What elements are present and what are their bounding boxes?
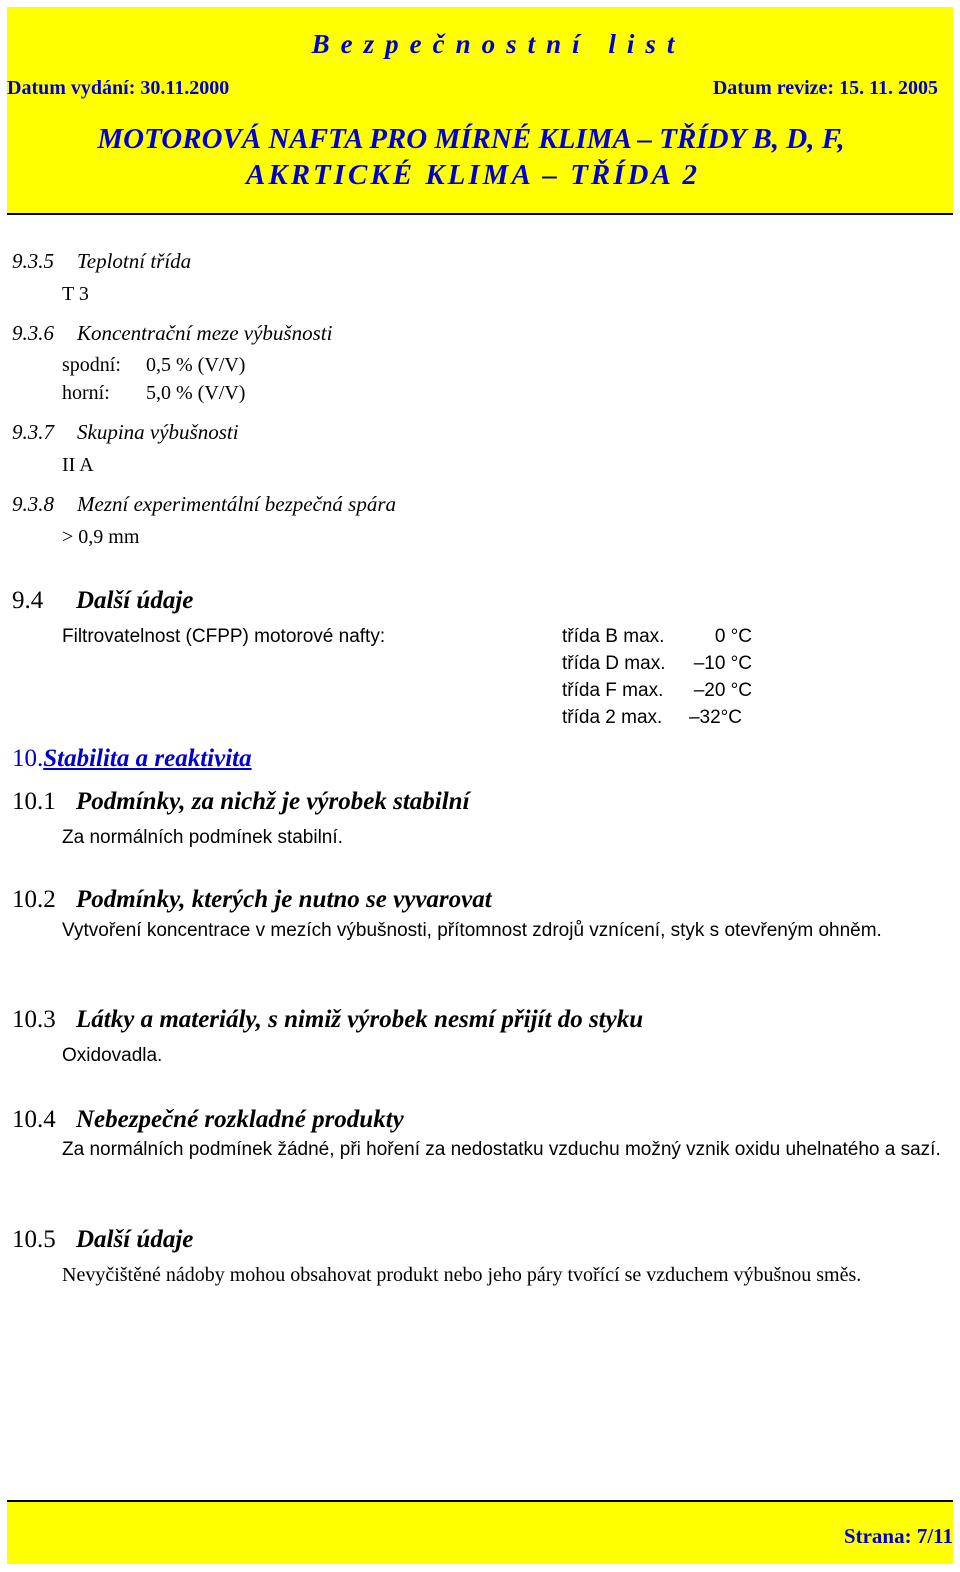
section-number: 10.2 [12, 886, 56, 913]
section-title: Podmínky, za nichž je výrobek stabilní [76, 788, 470, 815]
section-10-3-heading [12, 1006, 643, 1034]
upper-limit-label: horní: [62, 382, 110, 404]
section-number: 9.3.7 [12, 420, 54, 444]
section-number: 10.4 [12, 1106, 56, 1133]
section-title: Další údaje [76, 587, 194, 614]
section-title: Teplotní třída [77, 249, 192, 273]
cfpp-class-2-value: –32°C [688, 707, 742, 728]
section-10-3-text: Oxidovadla. [62, 1045, 163, 1066]
cfpp-class-2-name: třída 2 max. [562, 707, 663, 728]
lower-limit-value: 0,5 % (V/V) [146, 354, 246, 376]
section-number: 10. [12, 745, 44, 772]
cfpp-class-d-name: třída D max. [562, 653, 666, 674]
product-name-line-1: MOTOROVÁ NAFTA PRO MÍRNÉ KLIMA – TŘÍDY B, D, F, [97, 123, 845, 155]
section-10-heading [12, 745, 252, 773]
section-number: 9.4 [12, 587, 44, 614]
page-number: Strana: 7/11 [843, 1524, 953, 1548]
section-number: 9.3.6 [12, 321, 54, 345]
section-9-3-7-heading [12, 420, 239, 445]
product-name-line-2: AKRTICKÉ KLIMA – TŘÍDA 2 [246, 159, 700, 191]
section-title: Další údaje [76, 1226, 194, 1253]
section-title: Koncentrační meze výbušnosti [77, 321, 333, 345]
upper-limit-value: 5,0 % (V/V) [146, 382, 246, 404]
section-title: Látky a materiály, s nimiž výrobek nesmí přijít do styku [76, 1006, 644, 1033]
header-banner [7, 7, 953, 215]
section-number: 10.3 [12, 1006, 56, 1033]
cfpp-class-b-name: třída B max. [562, 626, 665, 647]
cfpp-class-f-value: –20 °C [693, 680, 752, 701]
section-title: Podmínky, kterých je nutno se vyvarovat [76, 886, 492, 913]
document-title: Bezpečnostní list [311, 29, 686, 59]
section-number: 10.5 [12, 1226, 56, 1253]
section-number: 9.3.8 [12, 492, 54, 516]
cfpp-label: Filtrovatelnost (CFPP) motorové nafty: [62, 626, 386, 647]
cfpp-class-f-name: třída F max. [562, 680, 664, 701]
section-number: 9.3.5 [12, 249, 54, 273]
section-9-3-5-heading [12, 249, 191, 274]
issue-date: Datum vydání: 30.11.2000 [7, 77, 230, 99]
section-title: Skupina výbušnosti [77, 420, 239, 444]
section-number: 10.1 [12, 788, 56, 815]
cfpp-class-b-value: 0 °C [714, 626, 752, 647]
section-title: Nebezpečné rozkladné produkty [76, 1106, 404, 1133]
revision-date: Datum revize: 15. 11. 2005 [712, 77, 938, 99]
section-10-5-text: Nevyčištěné nádoby mohou obsahovat produkt nebo jeho páry tvořící se vzduchem výbušnou směs. [62, 1264, 862, 1286]
section-9-4-heading [12, 587, 193, 615]
section-10-4-heading [12, 1106, 404, 1134]
section-10-1-heading [12, 788, 470, 816]
section-9-3-8-heading [12, 492, 396, 517]
section-10-2-text: Vytvoření koncentrace v mezích výbušnosti, přítomnost zdrojů vznícení, styk s otevřeným ohněm. [62, 920, 882, 941]
section-10-5-heading [12, 1226, 193, 1254]
section-title: Mezní experimentální bezpečná spára [77, 492, 397, 516]
section-10-4-text: Za normálních podmínek žádné, při hoření za nedostatku vzduchu možný vznik oxidu uhelnatého a sazí. [62, 1139, 941, 1160]
temperature-class-value: T 3 [62, 283, 89, 305]
section-10-2-heading [12, 886, 492, 914]
footer-banner [7, 1500, 953, 1564]
section-title: Stabilita a reaktivita [43, 745, 252, 772]
lower-limit-label: spodní: [62, 354, 121, 376]
explosion-group-value: II A [62, 454, 94, 476]
section-9-3-6-heading [12, 321, 332, 346]
cfpp-class-d-value: –10 °C [693, 653, 752, 674]
section-10-1-text: Za normálních podmínek stabilní. [62, 827, 343, 848]
safe-gap-value: > 0,9 mm [62, 526, 140, 548]
